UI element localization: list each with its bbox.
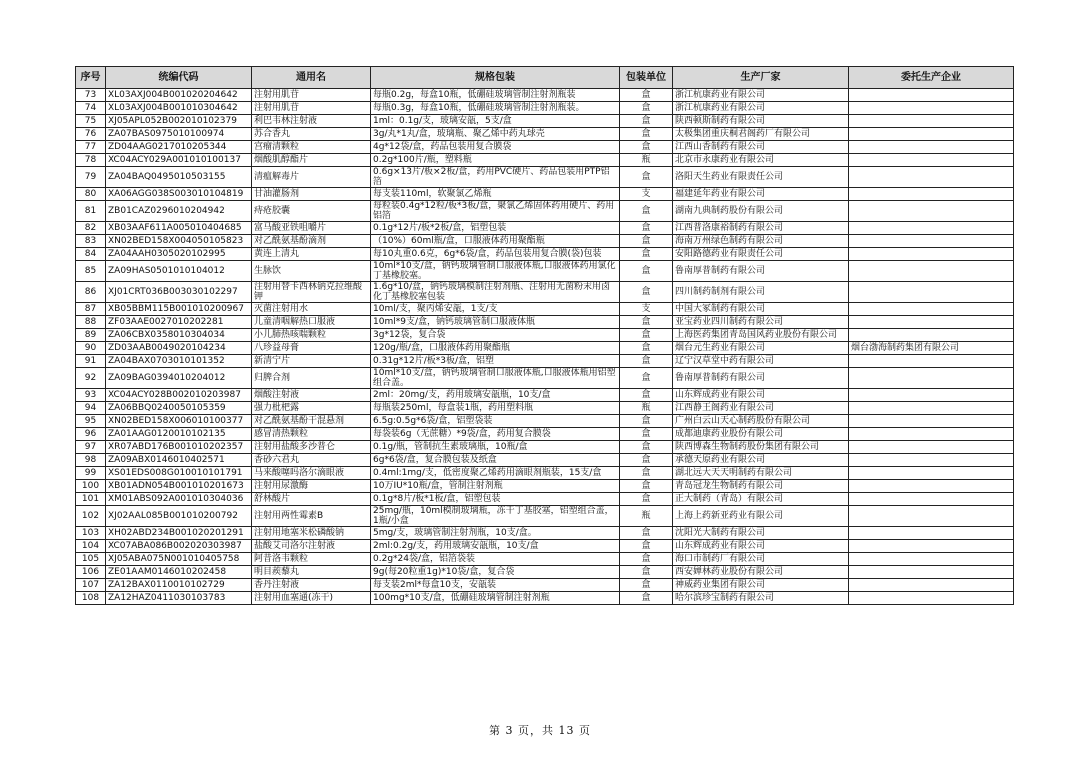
cell-spec-package: 10ml*10支/盒，钠钙玻璃管制口服液体瓶,口服液体药用氯化丁基橡胶塞。 xyxy=(371,261,620,282)
cell-manufacturer: 鲁南厚普制药有限公司 xyxy=(673,368,849,389)
cell-spec-package: 5mg/支，玻璃管制注射剂瓶，10支/盒。 xyxy=(371,527,620,540)
cell-package-unit: 盒 xyxy=(620,454,673,467)
cell-code: XN02BED158X004050105823 xyxy=(106,235,252,248)
cell-code: XJ01CRT036B003030102297 xyxy=(106,282,252,303)
cell-spec-package: 6g*6袋/盒，复合膜包装及纸盒 xyxy=(371,454,620,467)
cell-code: XH02ABD234B001020201291 xyxy=(106,527,252,540)
cell-package-unit: 盒 xyxy=(620,428,673,441)
cell-generic-name: 舒林酸片 xyxy=(252,493,371,506)
cell-generic-name: 注射用替卡西林钠克拉维酸钾 xyxy=(252,282,371,303)
table-row xyxy=(76,540,1014,553)
cell-manufacturer: 哈尔滨珍宝制药有限公司 xyxy=(673,592,849,605)
cell-contract-manufacturer xyxy=(849,441,1014,454)
cell-contract-manufacturer xyxy=(849,389,1014,402)
cell-manufacturer: 山东辉成药业有限公司 xyxy=(673,540,849,553)
cell-contract-manufacturer xyxy=(849,553,1014,566)
cell-contract-manufacturer xyxy=(849,201,1014,222)
table-body xyxy=(76,89,1014,605)
cell-spec-package: 每支装2ml*每盒10支，安瓿装 xyxy=(371,579,620,592)
cell-manufacturer: 湖南九典制药股份有限公司 xyxy=(673,201,849,222)
cell-manufacturer: 上海医药集团青岛国风药业股份有限公司 xyxy=(673,329,849,342)
cell-code: XN02BED158X006010100377 xyxy=(106,415,252,428)
cell-spec-package: 每袋装6g（无蔗糖）*9袋/盒，药用复合膜袋 xyxy=(371,428,620,441)
cell-contract-manufacturer xyxy=(849,235,1014,248)
cell-index: 75 xyxy=(76,115,106,128)
cell-manufacturer: 山东辉成药业有限公司 xyxy=(673,389,849,402)
cell-spec-package: 0.2g*24袋/盒，铝箔袋装 xyxy=(371,553,620,566)
cell-contract-manufacturer xyxy=(849,454,1014,467)
cell-generic-name: 注射用两性霉素B xyxy=(252,506,371,527)
cell-contract-manufacturer xyxy=(849,579,1014,592)
cell-code: ZA09HAS0501010104012 xyxy=(106,261,252,282)
cell-spec-package: 每瓶0.3g，每盒10瓶，低硼硅玻璃管制注射剂瓶装。 xyxy=(371,102,620,115)
cell-contract-manufacturer xyxy=(849,141,1014,154)
cell-package-unit: 盒 xyxy=(620,329,673,342)
cell-manufacturer: 陕西博森生物制药股份集团有限公司 xyxy=(673,441,849,454)
cell-code: XB01ADN054B001010201673 xyxy=(106,480,252,493)
cell-package-unit: 盒 xyxy=(620,282,673,303)
cell-package-unit: 盒 xyxy=(620,441,673,454)
cell-index: 77 xyxy=(76,141,106,154)
cell-spec-package: 0.2g*100片/瓶，塑料瓶 xyxy=(371,154,620,167)
cell-code: ZA04BAX0703010101352 xyxy=(106,355,252,368)
cell-package-unit: 盒 xyxy=(620,89,673,102)
cell-code: ZA09BAG0394010204012 xyxy=(106,368,252,389)
table-row xyxy=(76,154,1014,167)
cell-manufacturer: 中国大冢制药有限公司 xyxy=(673,303,849,316)
table-row xyxy=(76,527,1014,540)
cell-index: 98 xyxy=(76,454,106,467)
cell-index: 81 xyxy=(76,201,106,222)
cell-package-unit: 盒 xyxy=(620,368,673,389)
cell-package-unit: 盒 xyxy=(620,415,673,428)
cell-contract-manufacturer xyxy=(849,368,1014,389)
cell-spec-package: 0.31g*12片/板*3板/盒，铝塑 xyxy=(371,355,620,368)
cell-code: XC04ACY029A001010100137 xyxy=(106,154,252,167)
cell-code: ZA04BAQ0495010503155 xyxy=(106,167,252,188)
table-row xyxy=(76,342,1014,355)
cell-contract-manufacturer xyxy=(849,415,1014,428)
cell-generic-name: 烟酸注射液 xyxy=(252,389,371,402)
table-row xyxy=(76,355,1014,368)
cell-index: 82 xyxy=(76,222,106,235)
cell-package-unit: 盒 xyxy=(620,566,673,579)
cell-manufacturer: 浙江杭康药业有限公司 xyxy=(673,102,849,115)
table-row xyxy=(76,303,1014,316)
cell-generic-name: 注射用地塞米松磷酸钠 xyxy=(252,527,371,540)
cell-index: 78 xyxy=(76,154,106,167)
cell-package-unit: 盒 xyxy=(620,316,673,329)
cell-generic-name: 生脉饮 xyxy=(252,261,371,282)
cell-package-unit: 盒 xyxy=(620,540,673,553)
cell-contract-manufacturer xyxy=(849,303,1014,316)
cell-index: 88 xyxy=(76,316,106,329)
header-package-unit: 包装单位 xyxy=(620,67,673,89)
cell-manufacturer: 海口市制药厂有限公司 xyxy=(673,553,849,566)
table-header-row xyxy=(76,67,1014,89)
cell-index: 97 xyxy=(76,441,106,454)
header-generic-name: 通用名 xyxy=(252,67,371,89)
cell-code: ZA09ABX0146010402571 xyxy=(106,454,252,467)
cell-contract-manufacturer xyxy=(849,261,1014,282)
cell-contract-manufacturer xyxy=(849,188,1014,201)
cell-contract-manufacturer xyxy=(849,428,1014,441)
cell-generic-name: 注射用尿激酶 xyxy=(252,480,371,493)
cell-contract-manufacturer xyxy=(849,527,1014,540)
table-row xyxy=(76,316,1014,329)
cell-index: 90 xyxy=(76,342,106,355)
cell-manufacturer: 福建延年药业有限公司 xyxy=(673,188,849,201)
cell-spec-package: 3g/丸*1丸/盒，玻璃瓶、聚乙烯中药丸球壳 xyxy=(371,128,620,141)
cell-generic-name: 对乙酰氨基酚干混悬剂 xyxy=(252,415,371,428)
cell-code: ZE01AAM0146010202458 xyxy=(106,566,252,579)
cell-manufacturer: 承德天原药业有限公司 xyxy=(673,454,849,467)
cell-spec-package: 0.6g×13片/板×2板/盒，药用PVC硬片、药品包装用PTP铝箔 xyxy=(371,167,620,188)
cell-spec-package: 3g*12袋，复合袋 xyxy=(371,329,620,342)
cell-code: XL03AXJ004B001010304642 xyxy=(106,102,252,115)
cell-package-unit: 盒 xyxy=(620,261,673,282)
cell-contract-manufacturer xyxy=(849,89,1014,102)
cell-generic-name: 香砂六君丸 xyxy=(252,454,371,467)
cell-manufacturer: 烟台元生药业有限公司 xyxy=(673,342,849,355)
table-row xyxy=(76,368,1014,389)
cell-contract-manufacturer xyxy=(849,167,1014,188)
table-row xyxy=(76,329,1014,342)
cell-spec-package: 10万IU*10瓶/盒，管制注射剂瓶 xyxy=(371,480,620,493)
cell-package-unit: 盒 xyxy=(620,235,673,248)
cell-package-unit: 盒 xyxy=(620,248,673,261)
cell-index: 106 xyxy=(76,566,106,579)
cell-manufacturer: 神威药业集团有限公司 xyxy=(673,579,849,592)
cell-code: ZA04AAH0305020102995 xyxy=(106,248,252,261)
cell-index: 99 xyxy=(76,467,106,480)
table-row xyxy=(76,454,1014,467)
cell-spec-package: 1ml：0.1g/支，玻璃安瓿，5支/盒 xyxy=(371,115,620,128)
cell-package-unit: 盒 xyxy=(620,493,673,506)
cell-index: 105 xyxy=(76,553,106,566)
cell-generic-name: 盐酸艾司洛尔注射液 xyxy=(252,540,371,553)
cell-spec-package: （10%）60ml瓶/盒，口服液体药用聚酯瓶 xyxy=(371,235,620,248)
cell-spec-package: 0.1g*8片/板*1板/盒，铝塑包装 xyxy=(371,493,620,506)
cell-code: XJ05ABA075N001010405758 xyxy=(106,553,252,566)
cell-spec-package: 每10丸重0.6克，6g*6袋/盒，药品包装用复合膜(袋)包装 xyxy=(371,248,620,261)
cell-spec-package: 每瓶0.2g，每盒10瓶，低硼硅玻璃管制注射剂瓶装 xyxy=(371,89,620,102)
cell-package-unit: 盒 xyxy=(620,128,673,141)
cell-generic-name: 儿童清咽解热口服液 xyxy=(252,316,371,329)
cell-contract-manufacturer xyxy=(849,154,1014,167)
table-row xyxy=(76,480,1014,493)
cell-contract-manufacturer xyxy=(849,316,1014,329)
cell-index: 80 xyxy=(76,188,106,201)
cell-package-unit: 瓶 xyxy=(620,402,673,415)
cell-package-unit: 支 xyxy=(620,188,673,201)
table-row xyxy=(76,441,1014,454)
cell-code: ZA01AAG0120010102135 xyxy=(106,428,252,441)
cell-generic-name: 利巴韦林注射液 xyxy=(252,115,371,128)
cell-code: XJ02AAL085B001010200792 xyxy=(106,506,252,527)
table-row xyxy=(76,493,1014,506)
cell-code: ZA12HAZ0411030103783 xyxy=(106,592,252,605)
table-row xyxy=(76,248,1014,261)
cell-index: 96 xyxy=(76,428,106,441)
cell-manufacturer: 四川制药制剂有限公司 xyxy=(673,282,849,303)
cell-manufacturer: 江西普洛康裕制药有限公司 xyxy=(673,222,849,235)
cell-contract-manufacturer xyxy=(849,480,1014,493)
table-row xyxy=(76,222,1014,235)
cell-manufacturer: 辽宁汉草堂中药有限公司 xyxy=(673,355,849,368)
cell-code: XJ05APL052B002010102379 xyxy=(106,115,252,128)
cell-spec-package: 0.4ml:1mg/支，低密度聚乙烯药用滴眼剂瓶装，15支/盒 xyxy=(371,467,620,480)
header-code: 统编代码 xyxy=(106,67,252,89)
cell-index: 95 xyxy=(76,415,106,428)
table-row xyxy=(76,141,1014,154)
cell-index: 107 xyxy=(76,579,106,592)
cell-package-unit: 瓶 xyxy=(620,154,673,167)
cell-generic-name: 苏合香丸 xyxy=(252,128,371,141)
cell-manufacturer: 上海上药新亚药业有限公司 xyxy=(673,506,849,527)
cell-code: ZB01CAZ0296010204942 xyxy=(106,201,252,222)
cell-spec-package: 每支装110ml，软聚氯乙烯瓶 xyxy=(371,188,620,201)
cell-manufacturer: 广州白云山天心制药股份有限公司 xyxy=(673,415,849,428)
cell-generic-name: 富马酸亚铁咀嚼片 xyxy=(252,222,371,235)
cell-code: ZA07BAS0975010100974 xyxy=(106,128,252,141)
cell-manufacturer: 鲁南厚普制药有限公司 xyxy=(673,261,849,282)
cell-manufacturer: 海南万州绿色制药有限公司 xyxy=(673,235,849,248)
cell-generic-name: 明目蒺藜丸 xyxy=(252,566,371,579)
cell-package-unit: 盒 xyxy=(620,389,673,402)
cell-spec-package: 120g/瓶/盒，口服液体药用聚酯瓶 xyxy=(371,342,620,355)
table-row xyxy=(76,235,1014,248)
header-spec-package: 规格包装 xyxy=(371,67,620,89)
cell-contract-manufacturer xyxy=(849,355,1014,368)
cell-spec-package: 10ml/支，聚丙烯安瓿，1支/支 xyxy=(371,303,620,316)
table-row xyxy=(76,102,1014,115)
cell-package-unit: 盒 xyxy=(620,222,673,235)
cell-generic-name: 香丹注射液 xyxy=(252,579,371,592)
cell-index: 91 xyxy=(76,355,106,368)
cell-manufacturer: 陕西顿斯制药有限公司 xyxy=(673,115,849,128)
cell-contract-manufacturer xyxy=(849,402,1014,415)
cell-contract-manufacturer xyxy=(849,102,1014,115)
cell-generic-name: 归脾合剂 xyxy=(252,368,371,389)
cell-code: ZA06CBX0358010304034 xyxy=(106,329,252,342)
header-index: 序号 xyxy=(76,67,106,89)
cell-package-unit: 盒 xyxy=(620,579,673,592)
cell-manufacturer: 浙江杭康药业有限公司 xyxy=(673,89,849,102)
table-row xyxy=(76,402,1014,415)
cell-generic-name: 阿昔洛韦颗粒 xyxy=(252,553,371,566)
cell-index: 87 xyxy=(76,303,106,316)
table-row xyxy=(76,428,1014,441)
cell-contract-manufacturer xyxy=(849,493,1014,506)
table-row xyxy=(76,579,1014,592)
cell-index: 74 xyxy=(76,102,106,115)
cell-contract-manufacturer xyxy=(849,566,1014,579)
cell-package-unit: 盒 xyxy=(620,102,673,115)
cell-package-unit: 盒 xyxy=(620,592,673,605)
cell-generic-name: 感冒清热颗粒 xyxy=(252,428,371,441)
cell-manufacturer: 青岛冠龙生物制药有限公司 xyxy=(673,480,849,493)
cell-package-unit: 盒 xyxy=(620,115,673,128)
cell-package-unit: 盒 xyxy=(620,141,673,154)
cell-manufacturer: 江西山香制药有限公司 xyxy=(673,141,849,154)
cell-index: 89 xyxy=(76,329,106,342)
cell-manufacturer: 西安婵林药业股份有限公司 xyxy=(673,566,849,579)
cell-code: XB03AAF611A005010404685 xyxy=(106,222,252,235)
drug-table xyxy=(75,66,1014,605)
cell-code: XM01ABS092A001010304036 xyxy=(106,493,252,506)
cell-spec-package: 10ml*9支/盒，钠钙玻璃管制口服液体瓶 xyxy=(371,316,620,329)
cell-index: 104 xyxy=(76,540,106,553)
cell-index: 100 xyxy=(76,480,106,493)
cell-code: XL03AXJ004B001020204642 xyxy=(106,89,252,102)
cell-index: 94 xyxy=(76,402,106,415)
table-row xyxy=(76,188,1014,201)
cell-manufacturer: 安阳路德药业有限责任公司 xyxy=(673,248,849,261)
cell-index: 101 xyxy=(76,493,106,506)
cell-package-unit: 盒 xyxy=(620,201,673,222)
cell-spec-package: 4g*12袋/盒，药品包装用复合膜袋 xyxy=(371,141,620,154)
cell-code: ZA12BAX0110010102729 xyxy=(106,579,252,592)
cell-spec-package: 1.6g*10/盒，钠钙玻璃模制注射剂瓶、注射用无菌粉末用卤化丁基橡胶塞包装 xyxy=(371,282,620,303)
cell-generic-name: 黄连上清丸 xyxy=(252,248,371,261)
cell-code: ZF03AAE0027010202281 xyxy=(106,316,252,329)
table-row xyxy=(76,167,1014,188)
table-row xyxy=(76,553,1014,566)
table-row xyxy=(76,128,1014,141)
cell-package-unit: 瓶 xyxy=(620,506,673,527)
cell-spec-package: 100mg*10支/盒，低硼硅玻璃管制注射剂瓶 xyxy=(371,592,620,605)
page-footer: 第 3 页，共 13 页 xyxy=(489,724,591,737)
table-row xyxy=(76,201,1014,222)
table-row xyxy=(76,467,1014,480)
table-row xyxy=(76,89,1014,102)
cell-contract-manufacturer xyxy=(849,248,1014,261)
header-manufacturer: 生产厂家 xyxy=(673,67,849,89)
cell-manufacturer: 亚宝药业四川制药有限公司 xyxy=(673,316,849,329)
table-row xyxy=(76,415,1014,428)
cell-spec-package: 2ml:0.2g/支，药用玻璃安瓿瓶，10支/盒 xyxy=(371,540,620,553)
cell-index: 85 xyxy=(76,261,106,282)
cell-contract-manufacturer xyxy=(849,592,1014,605)
cell-contract-manufacturer xyxy=(849,115,1014,128)
cell-contract-manufacturer xyxy=(849,128,1014,141)
cell-package-unit: 盒 xyxy=(620,355,673,368)
cell-generic-name: 注射用肌苷 xyxy=(252,102,371,115)
cell-spec-package: 6.5g:0.5g*6袋/盒，铝塑袋装 xyxy=(371,415,620,428)
cell-code: XA06AGG038S003010104819 xyxy=(106,188,252,201)
cell-package-unit: 盒 xyxy=(620,342,673,355)
cell-generic-name: 甘油灌肠剂 xyxy=(252,188,371,201)
cell-manufacturer: 北京市永康药业有限公司 xyxy=(673,154,849,167)
table-row xyxy=(76,566,1014,579)
cell-generic-name: 烟酸肌醇酯片 xyxy=(252,154,371,167)
cell-contract-manufacturer xyxy=(849,222,1014,235)
cell-package-unit: 盒 xyxy=(620,553,673,566)
cell-manufacturer: 正大制药（青岛）有限公司 xyxy=(673,493,849,506)
cell-generic-name: 马来酸噻吗洛尔滴眼液 xyxy=(252,467,371,480)
table-row xyxy=(76,592,1014,605)
cell-manufacturer: 沈阳光大制药有限公司 xyxy=(673,527,849,540)
cell-index: 93 xyxy=(76,389,106,402)
cell-contract-manufacturer xyxy=(849,506,1014,527)
table-row xyxy=(76,506,1014,527)
cell-code: ZD03AAB0049020104234 xyxy=(106,342,252,355)
cell-code: XS01EDS008G010010101791 xyxy=(106,467,252,480)
cell-package-unit: 盒 xyxy=(620,167,673,188)
cell-code: XC04ACY028B002010203987 xyxy=(106,389,252,402)
cell-code: XC07ABA086B002020303987 xyxy=(106,540,252,553)
cell-manufacturer: 太极集团重庆桐君阁药厂有限公司 xyxy=(673,128,849,141)
table-row xyxy=(76,389,1014,402)
cell-code: ZA06BBQ0240050105359 xyxy=(106,402,252,415)
cell-spec-package: 每粒装0.4g*12粒/板*3板/盒，聚氯乙烯固体药用硬片、药用铝箔 xyxy=(371,201,620,222)
cell-generic-name: 痔疮胶囊 xyxy=(252,201,371,222)
cell-index: 108 xyxy=(76,592,106,605)
cell-spec-package: 0.1g/瓶，管制抗生素玻璃瓶，10瓶/盒 xyxy=(371,441,620,454)
cell-index: 84 xyxy=(76,248,106,261)
cell-generic-name: 新清宁片 xyxy=(252,355,371,368)
cell-index: 102 xyxy=(76,506,106,527)
cell-manufacturer: 洛阳天生药业有限责任公司 xyxy=(673,167,849,188)
cell-code: XR07ABD176B001010202357 xyxy=(106,441,252,454)
cell-index: 92 xyxy=(76,368,106,389)
cell-contract-manufacturer xyxy=(849,282,1014,303)
header-contract-manufacturer: 委托生产企业 xyxy=(849,67,1014,89)
cell-index: 73 xyxy=(76,89,106,102)
cell-spec-package: 2ml：20mg/支，药用玻璃安瓿瓶，10支/盒 xyxy=(371,389,620,402)
cell-package-unit: 盒 xyxy=(620,480,673,493)
cell-code: XB05BBM115B001010200967 xyxy=(106,303,252,316)
cell-manufacturer: 湖北远大天天明制药有限公司 xyxy=(673,467,849,480)
cell-generic-name: 注射用肌苷 xyxy=(252,89,371,102)
cell-index: 86 xyxy=(76,282,106,303)
cell-spec-package: 25mg/瓶，10ml模制玻璃瓶，冻干丁基胶塞，铝塑组合盖，1瓶/小盒 xyxy=(371,506,620,527)
cell-manufacturer: 江西静王阁药业有限公司 xyxy=(673,402,849,415)
cell-contract-manufacturer: 烟台渤海制药集团有限公司 xyxy=(849,342,1014,355)
cell-generic-name: 宫瘤清颗粒 xyxy=(252,141,371,154)
cell-spec-package: 0.1g*12片/板*2板/盒，铝塑包装 xyxy=(371,222,620,235)
cell-generic-name: 清瘟解毒片 xyxy=(252,167,371,188)
cell-package-unit: 支 xyxy=(620,303,673,316)
cell-generic-name: 八珍益母膏 xyxy=(252,342,371,355)
cell-spec-package: 10ml*10支/盒，钠钙玻璃管制口服液体瓶,口服液体瓶用铝塑组合盖。 xyxy=(371,368,620,389)
cell-index: 76 xyxy=(76,128,106,141)
cell-contract-manufacturer xyxy=(849,329,1014,342)
cell-index: 103 xyxy=(76,527,106,540)
cell-generic-name: 注射用血塞通(冻干) xyxy=(252,592,371,605)
cell-package-unit: 盒 xyxy=(620,527,673,540)
cell-generic-name: 对乙酰氨基酚滴剂 xyxy=(252,235,371,248)
cell-code: ZD04AAG0217010205344 xyxy=(106,141,252,154)
cell-contract-manufacturer xyxy=(849,467,1014,480)
cell-index: 79 xyxy=(76,167,106,188)
cell-generic-name: 注射用盐酸多沙普仑 xyxy=(252,441,371,454)
cell-contract-manufacturer xyxy=(849,540,1014,553)
cell-generic-name: 灭菌注射用水 xyxy=(252,303,371,316)
table-row xyxy=(76,261,1014,282)
cell-index: 83 xyxy=(76,235,106,248)
cell-package-unit: 盒 xyxy=(620,467,673,480)
table-row xyxy=(76,282,1014,303)
cell-generic-name: 小儿肺热咳喘颗粒 xyxy=(252,329,371,342)
cell-generic-name: 强力枇杷露 xyxy=(252,402,371,415)
cell-manufacturer: 成都迪康药业股份有限公司 xyxy=(673,428,849,441)
cell-spec-package: 每瓶装250ml，每盒装1瓶，药用塑料瓶 xyxy=(371,402,620,415)
table-row xyxy=(76,115,1014,128)
cell-spec-package: 9g(每20粒重1g)*10袋/盒，复合袋 xyxy=(371,566,620,579)
